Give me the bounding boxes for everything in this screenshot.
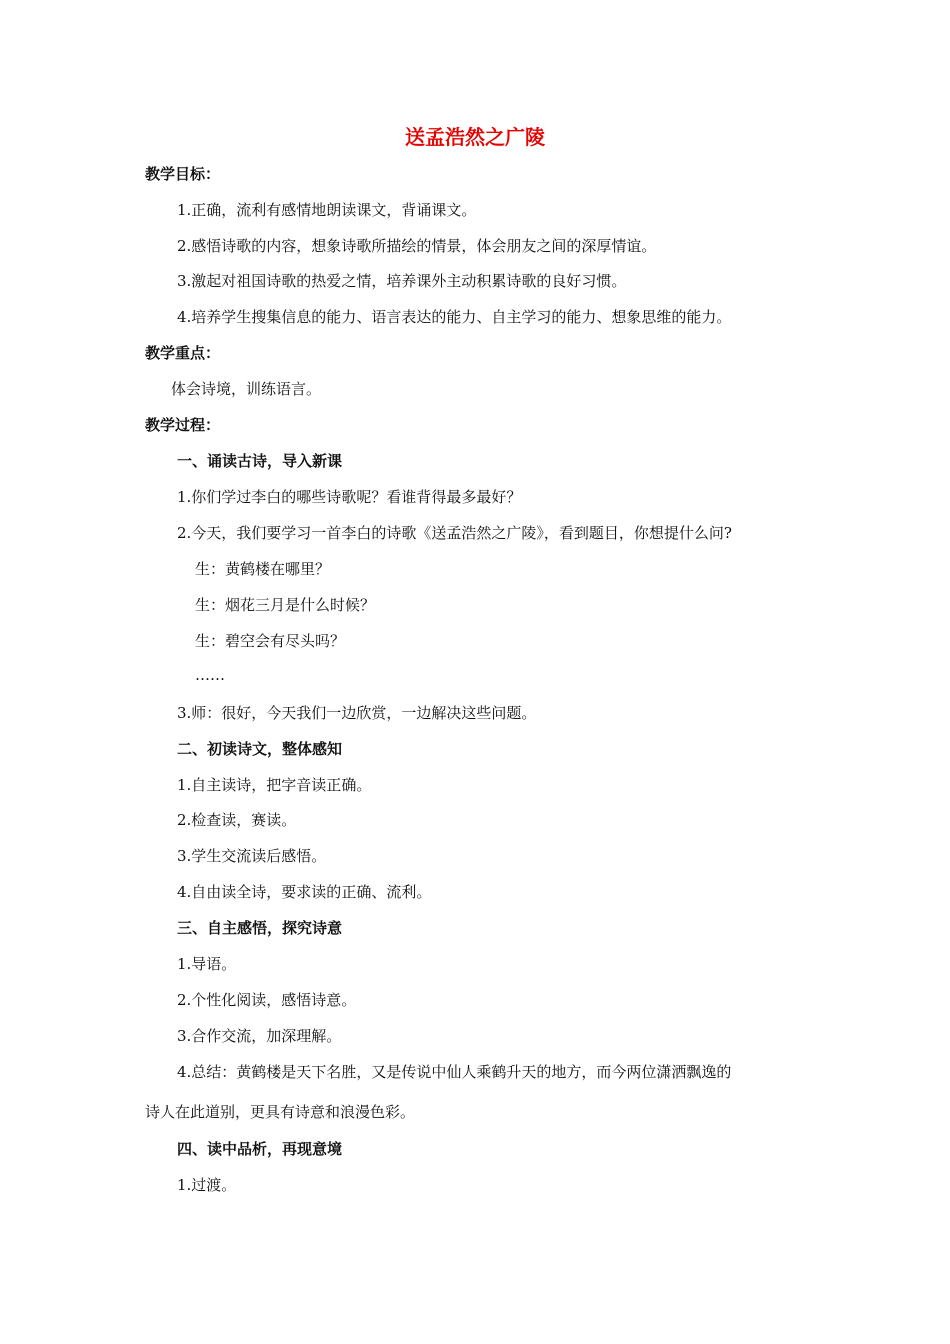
process-item: 1.自主读诗，把字音读正确。	[177, 776, 372, 794]
process-item: 1.你们学过李白的哪些诗歌呢？看谁背得最多最好？	[177, 488, 522, 506]
process-item: 2.个性化阅读，感悟诗意。	[177, 991, 357, 1009]
goal-item: 2.感悟诗歌的内容，想象诗歌所描绘的情景，体会朋友之间的深厚情谊。	[177, 237, 657, 255]
section-heading: 一、诵读古诗，导入新课	[177, 452, 343, 470]
process-item: 3.学生交流读后感悟。	[177, 847, 327, 865]
process-heading: 教学过程：	[145, 416, 221, 434]
process-item: 4.自由读全诗，要求读的正确、流利。	[177, 883, 432, 901]
student-answer: 生：黄鹤楼在哪里？	[195, 560, 331, 578]
key-text: 体会诗境，训练语言。	[171, 380, 322, 398]
section-heading: 四、读中品析，再现意境	[177, 1140, 343, 1158]
process-item: 3.师：很好，今天我们一边欣赏，一边解决这些问题。	[177, 704, 537, 722]
ellipsis: ……	[195, 666, 225, 684]
summary-line: 4.总结：黄鹤楼是天下名胜，又是传说中仙人乘鹤升天的地方，而今两位潇洒飘逸的	[177, 1063, 732, 1081]
process-item: 1.导语。	[177, 955, 237, 973]
process-item: 1.过渡。	[177, 1176, 237, 1194]
key-heading: 教学重点：	[145, 344, 221, 362]
student-answer: 生：碧空会有尽头吗？	[195, 632, 346, 650]
section-heading: 三、自主感悟，探究诗意	[177, 919, 343, 937]
student-answer: 生：烟花三月是什么时候？	[195, 596, 376, 614]
process-item: 2.检查读，赛读。	[177, 811, 297, 829]
process-item: 2.今天，我们要学习一首李白的诗歌《送孟浩然之广陵》，看到题目，你想提什么问?	[177, 524, 732, 542]
process-item: 3.合作交流，加深理解。	[177, 1027, 342, 1045]
goal-item: 1.正确，流利有感情地朗读课文，背诵课文。	[177, 201, 477, 219]
goal-item: 4.培养学生搜集信息的能力、语言表达的能力、自主学习的能力、想象思维的能力。	[177, 308, 732, 326]
goal-item: 3.激起对祖国诗歌的热爱之情，培养课外主动积累诗歌的良好习惯。	[177, 272, 627, 290]
section-heading: 二、初读诗文，整体感知	[177, 740, 343, 758]
goals-heading: 教学目标：	[145, 165, 221, 183]
document-title: 送孟浩然之广陵	[405, 125, 545, 149]
summary-line: 诗人在此道别，更具有诗意和浪漫色彩。	[145, 1103, 416, 1121]
